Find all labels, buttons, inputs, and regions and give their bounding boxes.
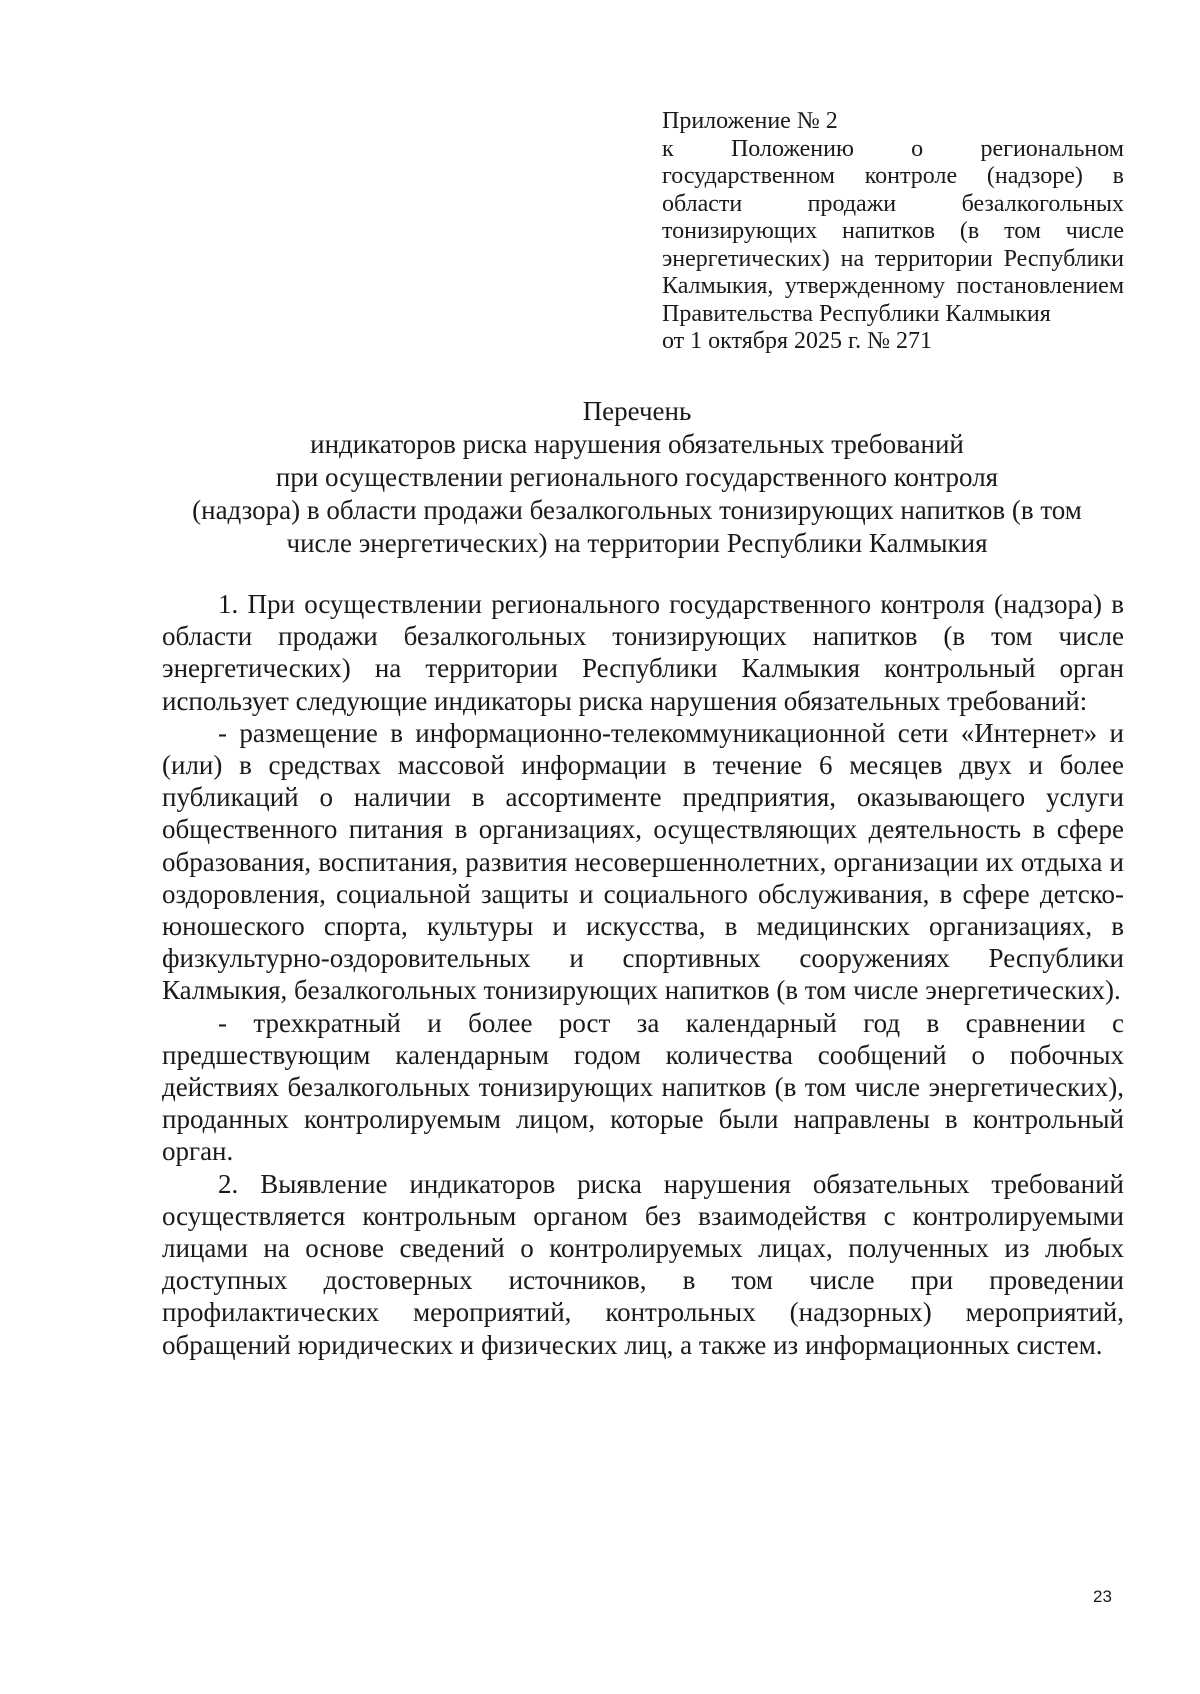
title-line: (надзора) в области продажи безалкогольных тонизирующих напитков (в том <box>192 495 1082 525</box>
appendix-header <box>662 108 1124 356</box>
paragraph-2: 2. Выявление индикаторов риска нарушения обязательных требований осуществляется контрольным органом без взаимодействя с контролируемыми лицами на основе сведений о контролируемых лицах, полученных из любых доступных достоверных источников, в том числе при проведении профилактических мероприятий, контрольных (надзорных) мероприятий, обращений юридических и физических лиц, а также из информационных систем. <box>162 1168 1124 1360</box>
title-line: индикаторов риска нарушения обязательных требований <box>310 429 964 459</box>
title-line: при осуществлении регионального государственного контроля <box>275 462 999 492</box>
paragraph-1: 1. При осуществлении регионального государственного контроля (надзора) в области продажи безалкогольных тонизирующих напитков (в том числе энергетических) на территории Республики Калмыкия контрольный орган использует следующие индикаторы риска нарушения обязательных требований: <box>162 589 1124 716</box>
appendix-reference: к Положению о региональном государственном контроле (надзоре) в области продажи безалкогольных тонизирующих напитков (в том числе энергетических) на территории Республики Калмыкия, утвержденному постановлением Правительства Республики Калмыкия <box>662 135 1124 327</box>
bullet-item-1: - размещение в информационно-телекоммуникационной сети «Интернет» и (или) в средствах массовой информации в течение 6 месяцев двух и более публикаций о наличии в ассортименте предприятия, оказывающего услуги общественного питания в организациях, осуществляющих деятельность в сфере образования, воспитания, развития несовершеннолетних, организации их отдыха и оздоровления, социальной защиты и социального обслуживания, в сфере детско-юношеского спорта, культуры и искусства, в медицинских организациях, в физкультурно-оздоровительных и спортивных сооружениях Республики Калмыкия, безалкогольных тонизирующих напитков (в том числе энергетических). <box>162 717 1124 1006</box>
title-heading: Перечень <box>582 396 692 426</box>
appendix-number: Приложение № 2 <box>662 108 838 134</box>
bullet-item-2: - трехкратный и более рост за календарный год в сравнении с предшествующим календарным годом количества сообщений о побочных действиях безалкогольных тонизирующих напитков (в том числе энергетических), проданных контролируемым лицом, которые были направлены в контрольный орган. <box>162 1007 1124 1167</box>
title-line: числе энергетических) на территории Республики Калмыкия <box>286 528 988 558</box>
appendix-date: от 1 октября 2025 г. № 271 <box>662 328 933 354</box>
page-number: 23 <box>1093 1587 1112 1606</box>
document-body <box>162 588 1124 1361</box>
document-title <box>150 395 1124 560</box>
